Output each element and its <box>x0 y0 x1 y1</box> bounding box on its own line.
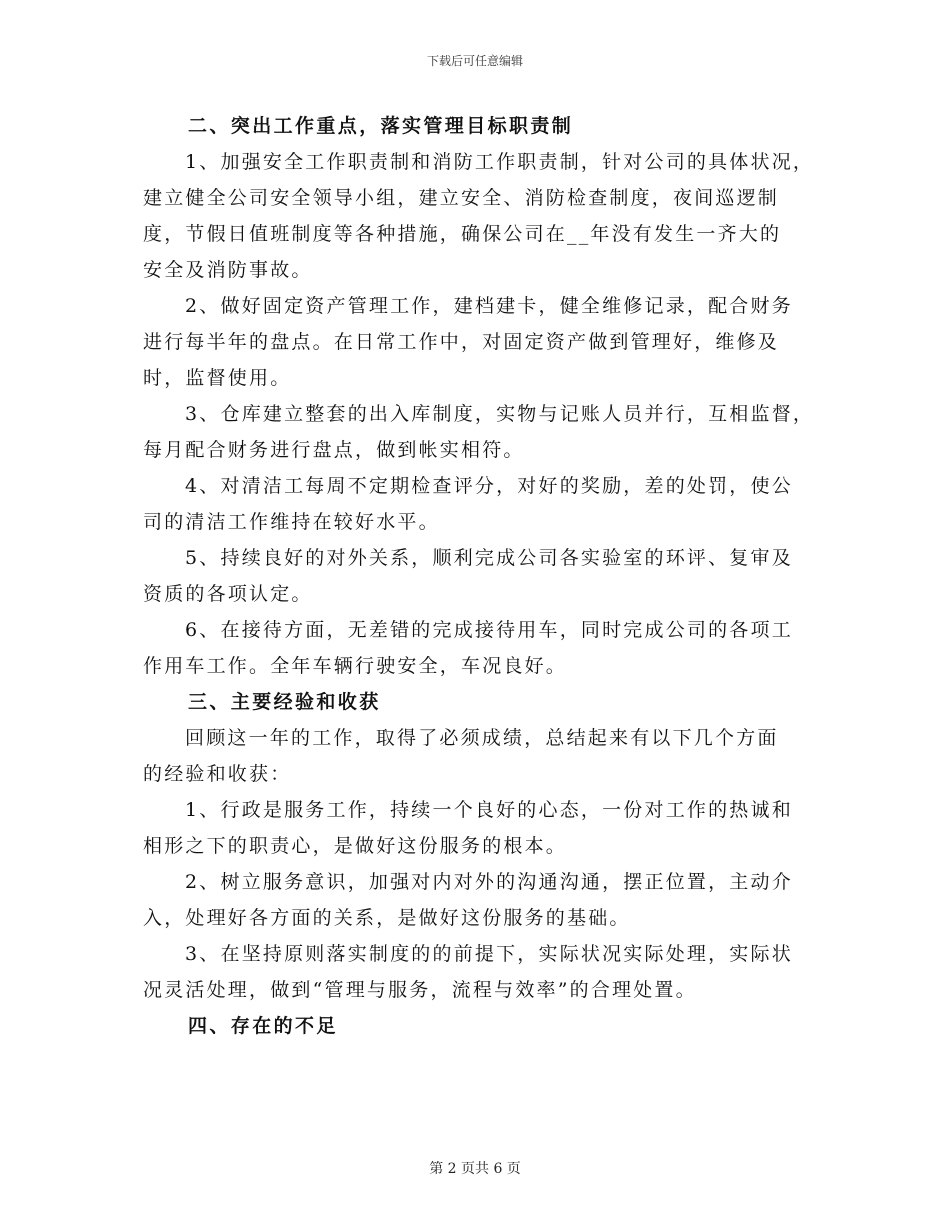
page-footer: 第 2 页共 6 页 <box>429 1161 521 1177</box>
paragraph-line: 每月配合财务进行盘点，做到帐实相符。 <box>143 439 525 461</box>
paragraph-line: 时，监督使用。 <box>143 367 292 389</box>
paragraph-line: 2、做好固定资产管理工作，建档建卡，健全维修记录，配合财务 <box>185 295 793 317</box>
paragraph-line: 1、加强安全工作职责制和消防工作职责制，针对公司的具体状况， <box>185 151 815 173</box>
paragraph-line: 的经验和收获： <box>143 763 292 785</box>
paragraph-line: 1、行政是服务工作，持续一个良好的心态，一份对工作的热诚和 <box>185 799 793 821</box>
paragraph-line: 相形之下的职责心，是做好这份服务的根本。 <box>143 835 568 857</box>
paragraph-line: 安全及消防事故。 <box>143 259 313 281</box>
paragraph-line: 进行每半年的盘点。在日常工作中，对固定资产做到管理好，维修及 <box>143 331 780 353</box>
paragraph-line: 4、对清洁工每周不定期检查评分，对好的奖励，差的处罚，使公 <box>185 475 793 497</box>
paragraph-line: 度，节假日值班制度等各种措施，确保公司在__年没有发生一齐大的 <box>143 223 782 245</box>
paragraph-line: 3、仓库建立整套的出入库制度，实物与记账人员并行，互相监督， <box>185 403 815 425</box>
paragraph-line: 2、树立服务意识，加强对内对外的沟通沟通，摆正位置，主动介 <box>185 871 793 893</box>
section-heading: 四、存在的不足 <box>188 1015 338 1037</box>
paragraph-line: 3、在坚持原则落实制度的的前提下，实际状况实际处理，实际状 <box>185 943 793 965</box>
section-heading: 三、主要经验和收获 <box>188 691 381 713</box>
paragraph-line: 5、持续良好的对外关系，顺利完成公司各实验室的环评、复审及 <box>185 547 793 569</box>
paragraph-line: 资质的各项认定。 <box>143 583 313 605</box>
document-body <box>143 108 823 1044</box>
page-header: 下载后可任意编辑 <box>426 54 523 68</box>
paragraph-line: 况灵活处理，做到“管理与服务，流程与效率”的合理处置。 <box>143 979 697 1001</box>
paragraph-line: 司的清洁工作维持在较好水平。 <box>143 511 440 533</box>
paragraph-line: 回顾这一年的工作，取得了必须成绩，总结起来有以下几个方面 <box>185 727 779 749</box>
paragraph-line: 建立健全公司安全领导小组，建立安全、消防检查制度，夜间巡逻制 <box>143 187 780 209</box>
paragraph-line: 作用车工作。全年车辆行驶安全，车况良好。 <box>143 655 568 677</box>
paragraph-line: 入，处理好各方面的关系，是做好这份服务的基础。 <box>143 907 631 929</box>
section-heading: 二、突出工作重点，落实管理目标职责制 <box>188 115 574 137</box>
paragraph-line: 6、在接待方面，无差错的完成接待用车，同时完成公司的各项工 <box>185 619 793 641</box>
